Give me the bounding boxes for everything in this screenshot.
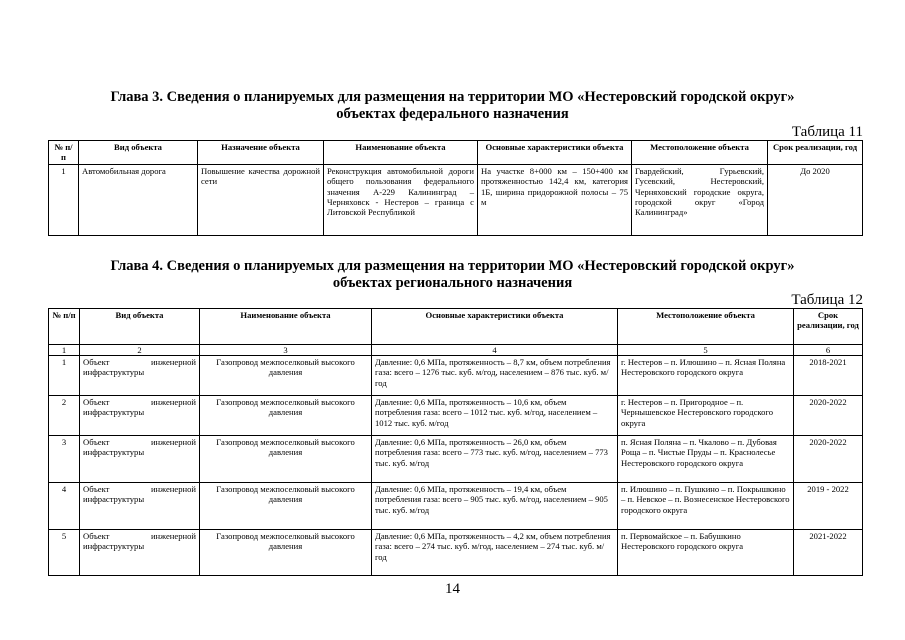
t12-column-number-row — [49, 345, 863, 356]
t12-cell-type: Объект инженерной инфраструктуры — [80, 356, 200, 396]
t11-cell-name: Реконструкция автомобильной дороги общего пользования федерального значения А-229 Калининград – Черняховск - Нестеров – граница с Литовской Республикой — [324, 165, 478, 236]
t12-colnum: 3 — [200, 345, 372, 356]
table12-label: Таблица 12 — [791, 292, 863, 308]
t11-cell-location: Гвардейский, Гурьевский, Гусевский, Нестеровский, Черняховский городские округа, городской округ «Город Калининград» — [632, 165, 768, 236]
t12-cell-period: 2020-2022 — [794, 396, 863, 436]
t12-cell-location: г. Нестеров – п. Пригородное – п. Чернышевское Нестеровского городского округа — [618, 396, 794, 436]
t12-header-location: Местоположение объекта — [618, 309, 794, 345]
t12-header-period: Срок реализации, год — [794, 309, 863, 345]
table-row — [49, 165, 863, 236]
t11-header-num: № п/п — [49, 141, 79, 165]
page-number: 14 — [445, 581, 460, 597]
t12-header-type: Вид объекта — [80, 309, 200, 345]
t12-cell-name: Газопровод межпоселковый высокого давления — [200, 436, 372, 483]
t12-cell-period: 2021-2022 — [794, 530, 863, 576]
t12-cell-name: Газопровод межпоселковый высокого давления — [200, 356, 372, 396]
t11-cell-num: 1 — [49, 165, 79, 236]
t12-cell-name: Газопровод межпоселковый высокого давления — [200, 483, 372, 530]
t12-cell-type: Объект инженерной инфраструктуры — [80, 530, 200, 576]
table-row — [49, 530, 863, 576]
table-row — [49, 483, 863, 530]
t12-cell-num: 1 — [49, 356, 80, 396]
t11-cell-purpose: Повышение качества дорожной сети — [198, 165, 324, 236]
t12-cell-characteristics: Давление: 0,6 МПа, протяженность – 4,2 км, объем потребления газа: всего – 274 тыс. куб. м/год, населением – 274 тыс. куб. м/год — [372, 530, 618, 576]
t12-cell-characteristics: Давление: 0,6 МПа, протяженность – 8,7 км, объем потребления газа: всего – 1276 тыс. куб. м/год, населением – 876 тыс. куб. м/год — [372, 356, 618, 396]
t12-cell-characteristics: Давление: 0,6 МПа, протяженность – 19,4 км, объем потребления газа: всего – 905 тыс. куб. м/год, населением – 905 тыс. куб. м/год — [372, 483, 618, 530]
t12-cell-location: п. Илюшино – п. Пушкино – п. Покрышкино – п. Невское – п. Вознесенское Нестеровского городского округа — [618, 483, 794, 530]
chapter3-title-line1: Глава 3. Сведения о планируемых для размещения на территории МО «Нестеровский городской округ» — [110, 89, 795, 105]
t11-header-characteristics: Основные характеристики объекта — [478, 141, 632, 165]
t11-header-purpose: Назначение объекта — [198, 141, 324, 165]
t11-cell-characteristics: На участке 8+000 км – 150+400 км протяженностью 142,4 км, категория 1Б, ширина придорожной полосы – 75 м — [478, 165, 632, 236]
table11-header-row — [49, 141, 863, 165]
table-row — [49, 356, 863, 396]
t12-cell-num: 4 — [49, 483, 80, 530]
t12-cell-location: г. Нестеров – п. Илюшино – п. Ясная Поляна Нестеровского городского округа — [618, 356, 794, 396]
t12-cell-location: п. Первомайское – п. Бабушкино Нестеровского городского округа — [618, 530, 794, 576]
t12-cell-name: Газопровод межпоселковый высокого давления — [200, 530, 372, 576]
t12-cell-characteristics: Давление: 0,6 МПа, протяженность – 10,6 км, объем потребления газа: всего – 1012 тыс. куб. м/год, населением – 1012 тыс. куб. м/год — [372, 396, 618, 436]
t11-header-type: Вид объекта — [79, 141, 198, 165]
t11-header-period: Срок реализации, год — [768, 141, 863, 165]
t12-header-characteristics: Основные характеристики объекта — [372, 309, 618, 345]
t12-cell-type: Объект инженерной инфраструктуры — [80, 396, 200, 436]
table12 — [48, 308, 863, 576]
table11 — [48, 140, 863, 236]
t12-cell-characteristics: Давление: 0,6 МПа, протяженность – 26,0 км, объем потребления газа: всего – 773 тыс. куб. м/год, населением – 773 тыс. куб. м/год — [372, 436, 618, 483]
chapter3-title-line2: объектах федерального назначения — [336, 106, 569, 122]
t12-colnum: 5 — [618, 345, 794, 356]
t12-cell-type: Объект инженерной инфраструктуры — [80, 483, 200, 530]
t11-header-location: Местоположение объекта — [632, 141, 768, 165]
t11-cell-type: Автомобильная дорога — [79, 165, 198, 236]
table-row — [49, 436, 863, 483]
chapter4-title-line2: объектах регионального назначения — [332, 275, 573, 291]
t12-cell-period: 2018-2021 — [794, 356, 863, 396]
t12-header-num: № п/п — [49, 309, 80, 345]
t11-header-name: Наименование объекта — [324, 141, 478, 165]
t12-cell-num: 2 — [49, 396, 80, 436]
t11-cell-period: До 2020 — [768, 165, 863, 236]
table11-label: Таблица 11 — [791, 124, 863, 140]
t12-cell-period: 2020-2022 — [794, 436, 863, 483]
table-row — [49, 396, 863, 436]
t12-cell-name: Газопровод межпоселковый высокого давления — [200, 396, 372, 436]
t12-cell-period: 2019 - 2022 — [794, 483, 863, 530]
t12-header-name: Наименование объекта — [200, 309, 372, 345]
table12-header-row — [49, 309, 863, 345]
chapter4-title-line1: Глава 4. Сведения о планируемых для размещения на территории МО «Нестеровский городской округ» — [110, 258, 795, 274]
chapter4-heading — [0, 258, 905, 292]
t12-colnum: 4 — [372, 345, 618, 356]
t12-colnum: 2 — [80, 345, 200, 356]
t12-colnum: 6 — [794, 345, 863, 356]
t12-cell-type: Объект инженерной инфраструктуры — [80, 436, 200, 483]
chapter3-heading — [0, 89, 905, 123]
t12-cell-num: 5 — [49, 530, 80, 576]
t12-colnum: 1 — [49, 345, 80, 356]
t12-cell-num: 3 — [49, 436, 80, 483]
t12-cell-location: п. Ясная Поляна – п. Чкалово – п. Дубовая Роща – п. Чистые Пруды – п. Краснолесье Нестеровского городского округа — [618, 436, 794, 483]
